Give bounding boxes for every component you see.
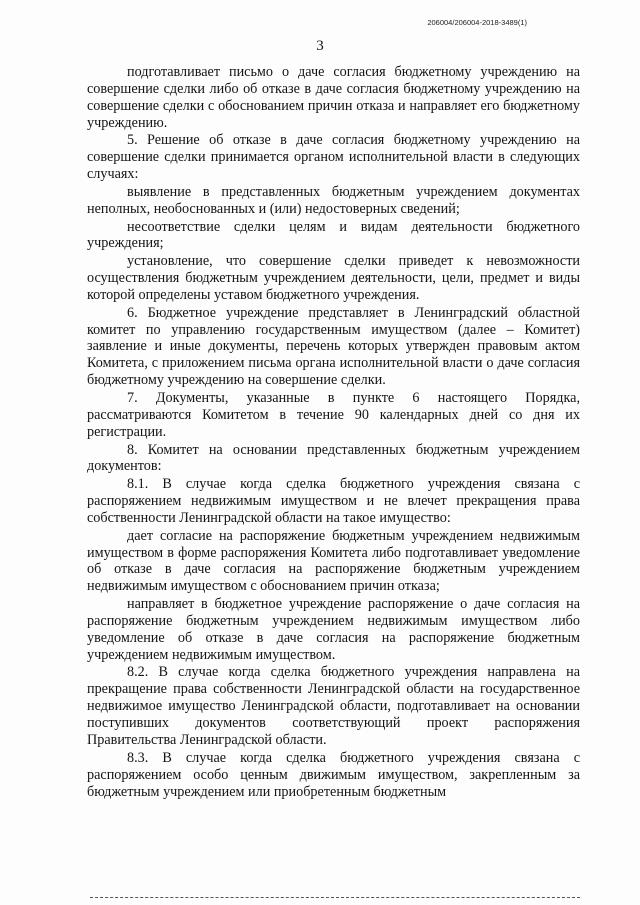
page-number: 3 [316,38,324,54]
paragraph-8-2: 8.2. В случае когда сделка бюджетного учреждения направлена на прекращение права собственности Ленинградской области на государственное недвижимое имущество Ленинградской области, подготавливает на основании поступивших документов соответствующий проект распоряжения Правительства Ленинградской области. [87,664,580,749]
paragraph-8-1: 8.1. В случае когда сделка бюджетного учреждения связана с распоряжением недвижимым имуществом и не влечет прекращения права собственности Ленинградской области на такое имущество: [87,476,580,526]
paragraph-8: 8. Комитет на основании представленных бюджетным учреждением документов: [87,441,580,475]
bottom-scan-edge [90,897,580,899]
paragraph-5-case-2: несоответствие сделки целям и видам деятельности бюджетного учреждения; [87,218,580,252]
paragraph-8-3: 8.3. В случае когда сделка бюджетного учреждения связана с распоряжением особо ценным движимым имуществом, закрепленным за бюджетным учреждением или приобретенным бюджетным [87,749,580,800]
document-body [87,64,580,801]
paragraph-5-case-3: установление, что совершение сделки приведет к невозможности осуществления бюджетным учреждением деятельности, цели, предмет и виды которой определены уставом бюджетного учреждения. [87,253,580,303]
document-id: 206004/206004-2018-3489(1) [427,18,527,27]
paragraph-8-1-item-1: дает согласие на распоряжение бюджетным учреждением недвижимым имуществом в форме распоряжения Комитета либо подготавливает уведомление об отказе в даче согласия на распоряжение бюджетным учреждением недвижимым имуществом с обоснованием причин отказа; [87,527,580,595]
paragraph-6: 6. Бюджетное учреждение представляет в Ленинградский областной комитет по управлению государственным имуществом (далее – Комитет) заявление и иные документы, перечень которых утвержден правовым актом Комитета, с приложением письма органа исполнительной власти о даче согласия бюджетному учреждению на совершение сделки. [87,304,580,389]
paragraph-continuation: подготавливает письмо о даче согласия бюджетному учреждению на совершение сделки либо об отказе в даче согласия бюджетному учреждению на совершение сделки с обоснованием причин отказа и направляет его бюджетному учреждению. [87,64,580,131]
paragraph-5: 5. Решение об отказе в даче согласия бюджетному учреждению на совершение сделки принимается органом исполнительной власти в следующих случаях: [87,132,580,183]
paragraph-7: 7. Документы, указанные в пункте 6 настоящего Порядка, рассматриваются Комитетом в течение 90 календарных дней со дня их регистрации. [87,390,580,440]
paragraph-5-case-1: выявление в представленных бюджетным учреждением документах неполных, необоснованных и (или) недостоверных сведений; [87,183,580,217]
paragraph-8-1-item-2: направляет в бюджетное учреждение распоряжение о даче согласия на распоряжение бюджетным учреждением недвижимым имуществом либо уведомление об отказе в даче согласия на распоряжение бюджетным учреждением недвижимым имуществом. [87,596,580,663]
